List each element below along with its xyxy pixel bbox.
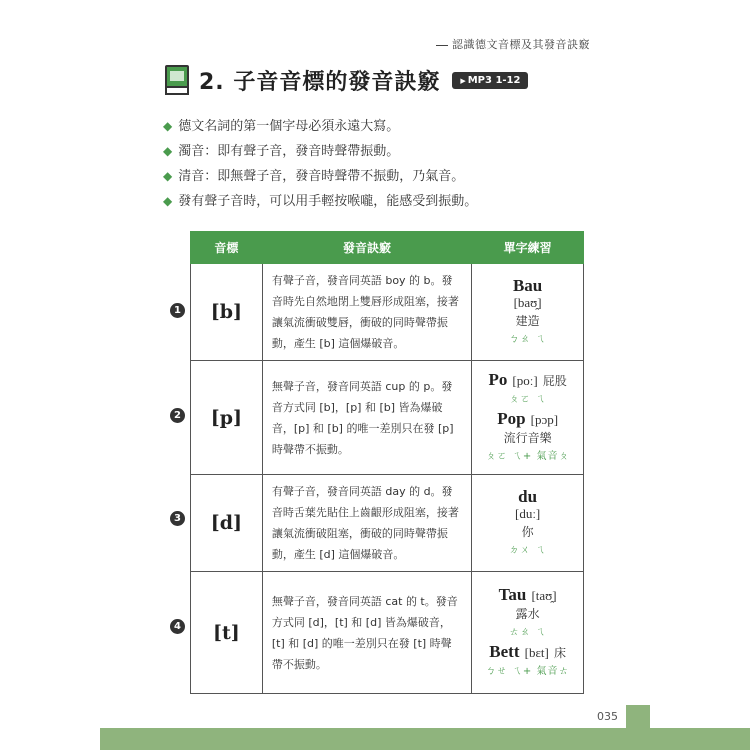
word-text: Bett — [489, 641, 520, 661]
zhuyin-text: ㄅㄝ ㄟ+ 氣音ㄊ — [485, 665, 570, 677]
row-number-badge: 1 — [170, 303, 185, 318]
meaning-text: 流行音樂 — [503, 430, 552, 445]
symbol-cell: [t] — [191, 572, 263, 694]
page-title: 2. 子音音標的發音訣竅 — [199, 69, 441, 95]
row-number-badge: 3 — [170, 511, 185, 526]
footer-bar — [100, 728, 750, 750]
phonetic-table — [190, 231, 584, 694]
bullet-item — [163, 114, 477, 139]
meaning-text: 建造 — [515, 313, 540, 328]
ipa-text: [duː] — [514, 505, 541, 521]
chapter-title: 認識德文音標及其發音訣竅 — [452, 38, 590, 51]
tip-cell: 有聲子音，發音同英語 day 的 d。發音時舌葉先貼住上齒齦形成阻塞，接著讓氣流衝破阻塞，衝破的同時聲帶振動，產生 [d] 這個爆破音。 — [262, 475, 471, 572]
header-dash-icon — [436, 45, 448, 46]
ipa-text: [bɛt] — [524, 644, 549, 660]
mp3-badge[interactable] — [452, 72, 528, 89]
diamond-icon: ◆ — [163, 194, 173, 208]
practice-cell — [472, 475, 584, 572]
symbol-cell: [p] — [191, 361, 263, 475]
diamond-icon: ◆ — [163, 144, 173, 158]
tip-cell: 無聲子音，發音同英語 cup 的 p。發音方式同 [b]，[p] 和 [b] 皆為爆破音，[p] 和 [b] 的唯一差別只在發 [p] 時聲帶不振動。 — [262, 361, 471, 475]
practice-line — [474, 370, 581, 391]
book-icon — [165, 65, 189, 95]
zhuyin-text: ㄆㄛ ㄟ — [509, 393, 547, 405]
meaning-text: 床 — [553, 645, 566, 660]
ipa-text: [pɔp] — [530, 411, 559, 427]
table-row — [191, 572, 584, 694]
row-number-badge: 2 — [170, 408, 185, 423]
practice-cell — [472, 264, 584, 361]
tip-cell: 無聲子音，發音同英語 cat 的 t。發音方式同 [d]，[t] 和 [d] 皆為爆破音，[t] 和 [d] 的唯一差別只在發 [t] 時聲帶不振動。 — [262, 572, 471, 694]
word-text: Pop — [497, 408, 526, 428]
ipa-text: [baʊ̯] — [513, 294, 542, 310]
play-icon: ▶ — [460, 76, 466, 85]
bullet-text: 發有聲子音時，可以用手輕按喉嚨，能感受到振動。 — [178, 194, 478, 209]
bullet-text: 德文名詞的第一個字母必須永遠大寫。 — [178, 119, 400, 134]
table-header-row — [191, 232, 584, 264]
zhuyin-text: ㄉㄨ ㄟ — [509, 544, 547, 556]
diamond-icon: ◆ — [163, 169, 173, 183]
bullet-text: 清音：即無聲子音，發音時聲帶不振動，乃氣音。 — [178, 169, 465, 184]
section-title-row — [165, 64, 528, 96]
ipa-text: [taʊ̯] — [531, 587, 557, 603]
practice-line — [474, 409, 581, 428]
row-number-badge: 4 — [170, 619, 185, 634]
word-text: Bau — [512, 275, 543, 295]
bullet-list — [163, 114, 477, 214]
mp3-label: MP3 1-12 — [467, 74, 521, 86]
table-row — [191, 264, 584, 361]
tip-cell: 有聲子音，發音同英語 boy 的 b。發音時先自然地閉上雙唇形成阻塞，接著讓氣流衝破雙唇，衝破的同時聲帶振動，產生 [b] 這個爆破音。 — [262, 264, 471, 361]
page-number: 035 — [597, 710, 618, 723]
zhuyin-text: ㄊㄠ ㄟ — [509, 626, 547, 638]
table-row — [191, 475, 584, 572]
ipa-text: [poː] — [512, 372, 538, 388]
word-text: du — [518, 486, 538, 506]
bullet-text: 濁音：即有聲子音，發音時聲帶振動。 — [178, 144, 400, 159]
meaning-text: 屁股 — [542, 373, 567, 388]
header-symbol: 音標 — [191, 232, 263, 264]
symbol-cell: [d] — [191, 475, 263, 572]
zhuyin-text: ㄅㄠ ㄟ — [509, 333, 547, 345]
practice-word — [474, 276, 581, 295]
meaning-text: 你 — [521, 524, 534, 539]
bullet-item — [163, 139, 477, 164]
header-tip: 發音訣竅 — [262, 232, 471, 264]
practice-cell — [472, 572, 584, 694]
diamond-icon: ◆ — [163, 119, 173, 133]
practice-cell — [472, 361, 584, 475]
word-text: Po — [488, 369, 508, 389]
practice-line — [474, 585, 581, 604]
page-marker-block — [626, 705, 650, 750]
symbol-cell: [b] — [191, 264, 263, 361]
header-practice: 單字練習 — [472, 232, 584, 264]
table-row — [191, 361, 584, 475]
practice-line — [474, 642, 581, 663]
meaning-text: 露水 — [515, 606, 540, 621]
bullet-item — [163, 189, 477, 214]
zhuyin-text: ㄆㄛ ㄟ+ 氣音ㄆ — [485, 450, 570, 462]
chapter-header — [436, 36, 590, 52]
word-text: Tau — [498, 584, 527, 604]
bullet-item — [163, 164, 477, 189]
